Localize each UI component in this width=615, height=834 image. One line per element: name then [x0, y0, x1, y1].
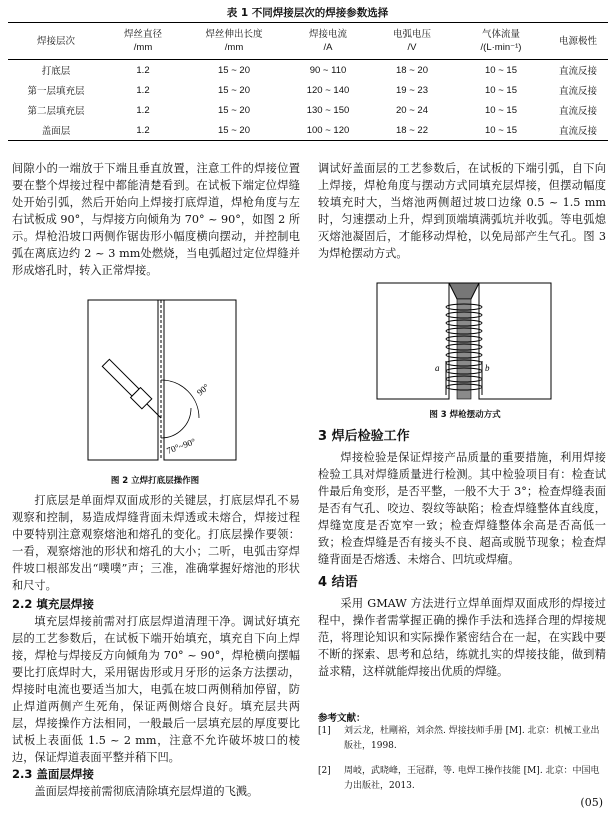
table-cell: 直流反接	[558, 106, 597, 117]
section-3-heading: 3 焊后检验工作	[318, 429, 410, 444]
reference-number: [1]	[318, 726, 331, 736]
table-cell: 直流反接	[548, 120, 608, 141]
references-heading: 参考文献：	[318, 713, 366, 724]
welding-parameter-table	[8, 22, 608, 141]
table-cell: 18 ~ 22	[370, 120, 454, 141]
paragraph: 打底层是单面焊双面成形的关键层，打底层焊孔不易观察和控制，易造成焊缝背面未焊透或未熔合，焊接过程中要特别注意观察熔池和熔孔的变化。打底层操作要领：一看，观察熔池的形状和熔孔的大小；二听，电弧击穿焊件坡口根部发出“噗噗”声；三准，准确掌握好熔池的形状和尺寸。	[12, 494, 300, 592]
table-cell: 10 ~ 15	[454, 120, 548, 141]
left-column-lower	[12, 492, 300, 800]
table-cell: 19 ~ 23	[396, 84, 428, 96]
table-cell: 10 ~ 15	[485, 84, 517, 96]
figure-3-diagram	[375, 263, 553, 403]
table-cell: 15 ~ 20	[182, 120, 286, 141]
table-cell: 直流反接	[558, 66, 597, 77]
figure-3-caption: 图 3 焊枪摆动方式	[429, 410, 501, 420]
paragraph: 间隙小的一端放于下端且垂直放置，注意工件的焊接位置要在整个焊接过程中都能清楚看到。在试板下端定位焊缝处开始引弧，然后开始向上焊接打底焊道，焊枪角度与左右试板成 90°，与焊接方向倾角为 70° ~ 90°，如图 2 所示。焊枪沿坡口两侧作锯齿形小幅度横向摆动，并控制电弧在离底边约 2 ~ 3 mm处燃烧，当电弧超过定位焊缝并形成熔孔时，转入正常焊接。	[12, 162, 300, 277]
table-row	[8, 60, 608, 81]
label-a: a	[435, 363, 440, 373]
table-cell: 18 ~ 20	[396, 64, 428, 76]
paragraph: 焊接检验是保证焊接产品质量的重要措施，利用焊接检验工具对焊缝质量进行检测。其中检验项目有：检查试件最后角变形，是否平整，一般不大于 3°；检查焊缝表面是否有气孔、咬边、裂纹等缺陷；检查焊缝整体直线度，焊缝宽度是否宽窄一致；检查焊缝整体余高是否高低一致；检查焊缝是否有接头不良、超高或脱节现象；检查焊缝背面是否熔透、未熔合、凹坑或焊瘤。	[318, 451, 606, 566]
reference-1: 刘云龙，杜剛裕，刘余然. 焊接技师手册 [M]. 北京：机械工业出版社，1998.	[344, 726, 600, 751]
reference-number: [2]	[318, 766, 331, 776]
header-current: 焊接电流 /A	[286, 23, 370, 60]
table-cell: 1.2	[136, 104, 150, 116]
table-title: 表 1 不同焊接层次的焊接参数选择	[226, 7, 389, 19]
paragraph: 采用 GMAW 方法进行立焊单面焊双面成形的焊接过程中，操作者需掌握正确的操作手法和选择合理的焊接规范，将理论知识和实际操作紧密结合在一起，在实践中要不断的探索、思考和总结，练就扎实的焊接技能，做到精益求精，这样就能焊接出优质的焊缝。	[318, 597, 606, 678]
header-layer: 焊接层次	[8, 23, 104, 60]
table-row	[8, 80, 608, 100]
table-cell: 第一层填充层	[27, 86, 85, 97]
section-2-2-heading: 2.2 填充层焊接	[12, 597, 94, 611]
table-cell: 1.2	[104, 120, 182, 141]
page-number: (05)	[580, 796, 603, 809]
reference-2: 周岐，武晓峰，王冠群，等. 电焊工操作技能 [M]. 北京：中国电力出版社，2013.	[344, 766, 600, 791]
table-cell: 15 ~ 20	[218, 104, 250, 116]
table-cell: 直流反接	[558, 86, 597, 97]
right-column	[318, 160, 606, 262]
table-row	[8, 100, 608, 120]
angle-90-label: 90°	[194, 381, 211, 398]
table-cell: 盖面层	[8, 120, 104, 141]
table-cell: 15 ~ 20	[218, 64, 250, 76]
label-b: b	[485, 363, 490, 373]
table-cell: 第二层填充层	[27, 106, 85, 117]
header-voltage: 电弧电压 /V	[370, 23, 454, 60]
table-cell: 120 ~ 140	[306, 84, 350, 96]
right-column-lower	[318, 428, 606, 680]
left-column	[12, 160, 300, 279]
table-cell: 1.2	[136, 84, 150, 96]
table-row	[8, 120, 608, 141]
figure-2-caption: 图 2 立焊打底层操作图	[110, 476, 200, 486]
header-polarity: 电源极性	[548, 23, 608, 60]
header-wire-extension: 焊丝伸出长度 /mm	[182, 23, 286, 60]
table-cell: 1.2	[136, 64, 150, 76]
table-cell: 10 ~ 15	[485, 64, 517, 76]
table-cell: 130 ~ 150	[306, 104, 350, 116]
table-cell: 90 ~ 110	[309, 64, 347, 76]
figure-2-diagram	[60, 298, 260, 468]
paragraph: 填充层焊接前需对打底层焊道清理干净。调试好填充层的工艺参数后，在试板下端开始填充，填充自下向上焊接，焊枪与焊接反方向倾角为 70° ~ 90°，焊枪横向摆幅要比打底焊时大，采用锯齿形或月牙形的运条方法摆动，焊接时电流也要适当加大，电弧在坡口两侧稍加停留，防止焊道两侧产生死角，保证两侧熔合良好。填充层共两层，焊接操作方法相同，一般最后一层填充层的厚度要比试板上表面低 1.5 ~ 2 mm，注意不允许破坏坡口的棱边，保证焊道表面平整并稍下凹。	[12, 615, 300, 764]
paragraph: 调试好盖面层的工艺参数后，在试板的下端引弧，自下向上焊接，焊枪角度与摆动方式同填充层焊接，但摆动幅度较填充时大，当熔池两侧超过坡口边缘 0.5 ~ 1.5 mm 时，匀速摆动上升，焊到顶端填满弧坑并收弧。等电弧熄灭熔池凝固后，才能移动焊枪，以免局部产生气孔。图 3 为焊枪摆动方式。	[318, 162, 606, 260]
header-wire-diameter: 焊丝直径 /mm	[104, 23, 182, 60]
table-cell: 100 ~ 120	[286, 120, 370, 141]
section-4-heading: 4 结语	[318, 575, 358, 590]
paragraph: 盖面层焊接前需彻底清除填充层焊道的飞溅。	[34, 785, 259, 798]
table-cell: 15 ~ 20	[218, 84, 250, 96]
section-2-3-heading: 2.3 盖面层焊接	[12, 767, 94, 781]
header-gas-flow: 气体流量 /(L·min⁻¹)	[454, 23, 548, 60]
angle-70-90-label: 70°~90°	[165, 436, 197, 456]
table-cell: 20 ~ 24	[396, 104, 428, 116]
table-cell: 10 ~ 15	[485, 104, 517, 116]
table-cell: 打底层	[41, 66, 71, 77]
